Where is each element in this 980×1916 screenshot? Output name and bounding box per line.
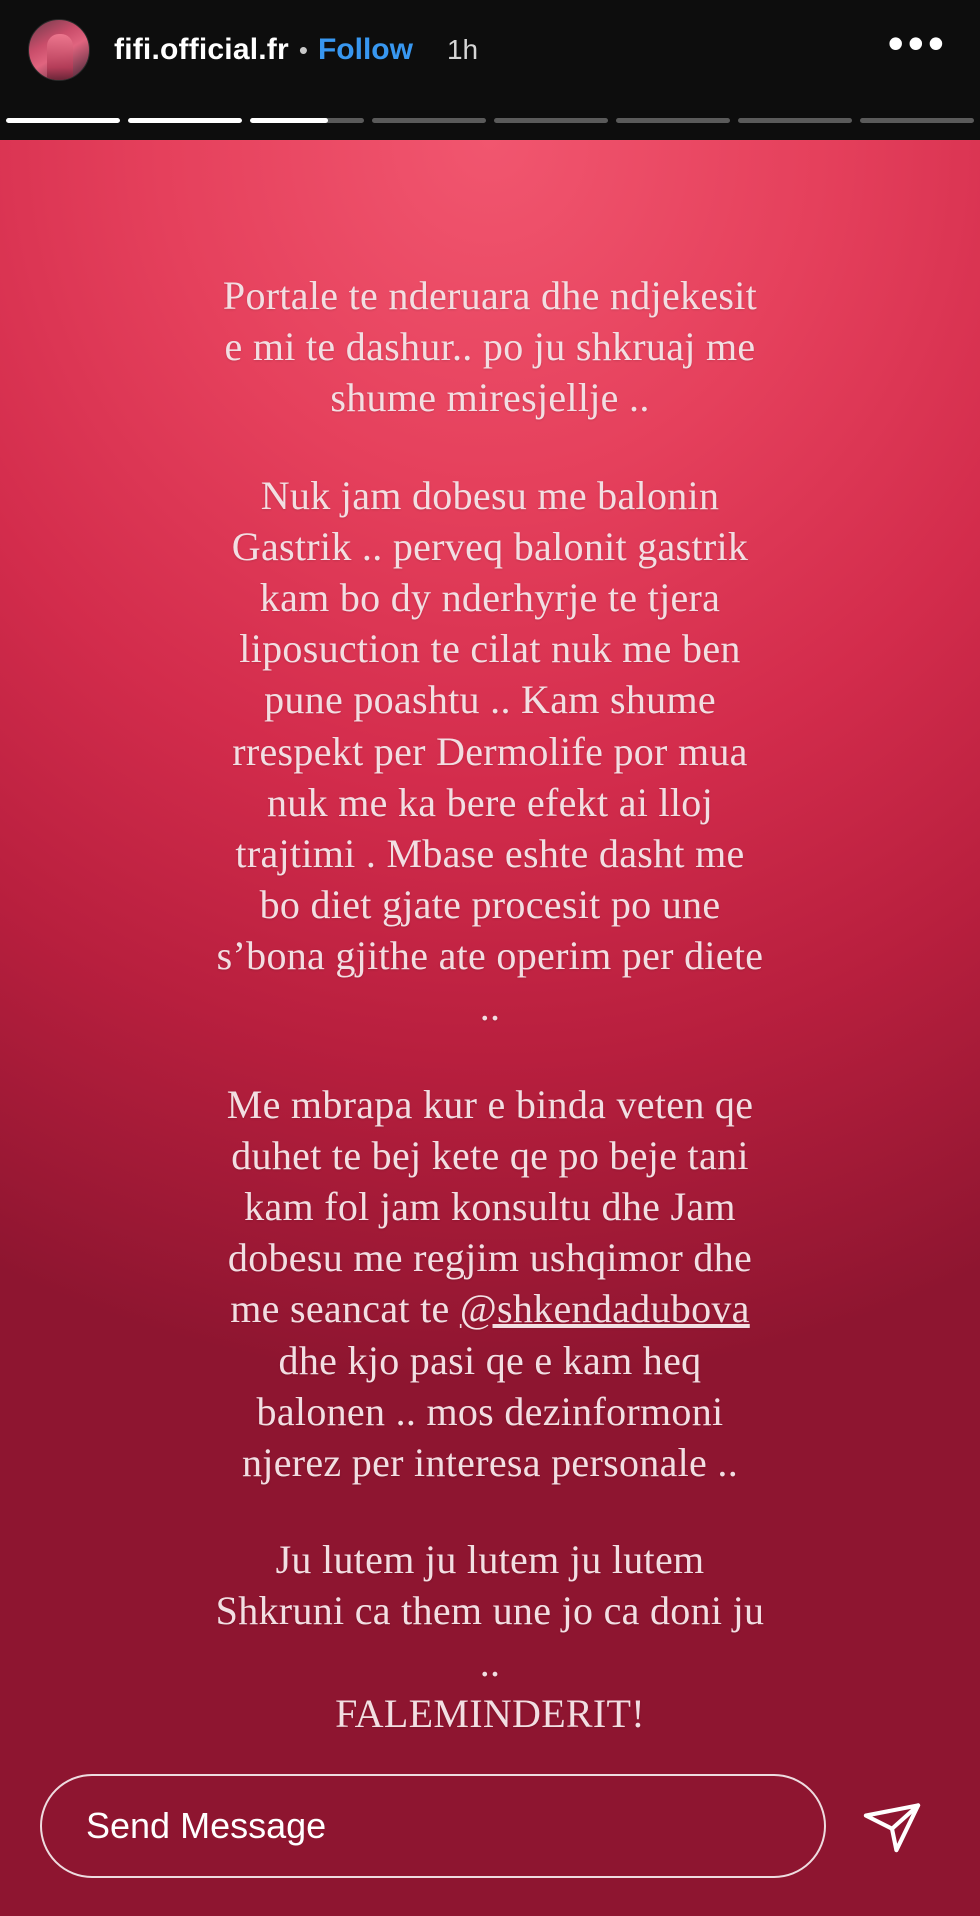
mention-link[interactable]: @shkendadubova [459, 1286, 750, 1332]
header-text [114, 33, 884, 67]
paragraph-3-tail: dhe kjo pasi qe e kam heq balonen .. mos dezinformoni njerez per interesa personale .. [241, 1337, 738, 1485]
story-text-block [0, 270, 980, 1739]
story-paragraph-1: Portale te nderuara dhe ndjekesit e mi te dashur.. po ju shkruaj me shume miresjellje .. [222, 273, 758, 421]
story-paragraph-4: Ju lutem ju lutem ju lutem Shkruni ca them une jo ca doni ju .. [215, 1537, 765, 1685]
paragraph-3-lead: Me mbrapa kur e binda veten qe duhet te bej kete qe po beje tani kam fol jam konsultu dhe Jam dobesu me regjim ushqimor dhe me seancat te [226, 1081, 754, 1332]
progress-segment-active[interactable] [250, 118, 364, 123]
avatar[interactable] [28, 19, 90, 81]
progress-segment[interactable] [616, 118, 730, 123]
story-paragraph-2: Nuk jam dobesu me balonin Gastrik .. perveq balonit gastrik kam bo dy nderhyrje te tjera liposuction te cilat nuk me ben pune poashtu .. Kam shume rrespekt per Dermolife por mua nuk me ka bere efekt ai lloj trajtimi . Mbase eshte dasht me bo diet gjate procesit po une s’bona gjithe ate operim per diete .. [216, 472, 764, 1030]
progress-segment[interactable] [372, 118, 486, 123]
progress-segment[interactable] [738, 118, 852, 123]
send-message-input[interactable] [40, 1774, 826, 1878]
story-progress-bar [0, 100, 980, 140]
paragraph-spacer [210, 1488, 770, 1534]
story-timestamp: 1h [446, 34, 479, 65]
story-paragraph-5: FALEMINDERIT! [335, 1690, 645, 1736]
paragraph-spacer [210, 1033, 770, 1079]
account-username[interactable]: fifi.official.fr [114, 33, 289, 66]
progress-segment[interactable] [6, 118, 120, 123]
story-paragraph-3 [210, 1079, 770, 1489]
paper-plane-icon[interactable] [844, 1774, 940, 1878]
separator-dot: • [298, 35, 308, 65]
progress-segment[interactable] [128, 118, 242, 123]
progress-segment[interactable] [860, 118, 974, 123]
progress-segment[interactable] [494, 118, 608, 123]
follow-button[interactable]: Follow [317, 33, 413, 66]
story-header [0, 0, 980, 100]
story-reply-bar [0, 1772, 980, 1880]
story-content-area[interactable] [0, 140, 980, 1916]
more-options-icon[interactable]: ••• [887, 17, 948, 69]
paragraph-spacer [210, 424, 770, 470]
